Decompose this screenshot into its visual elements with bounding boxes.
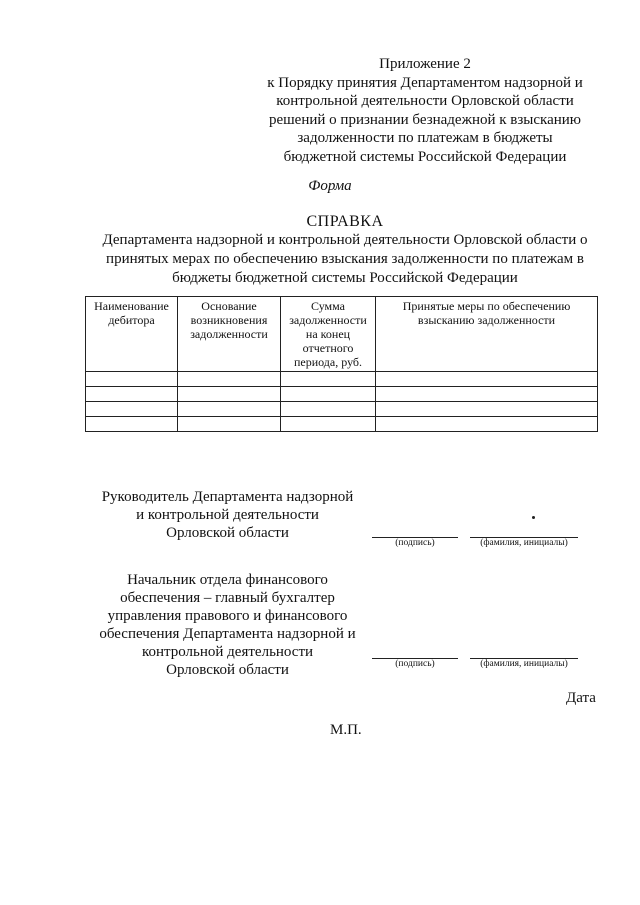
table-cell[interactable] — [281, 417, 376, 432]
header-measures-taken: Принятые меры по обеспечению взысканию задолженности — [376, 297, 598, 372]
form-label: Форма — [308, 178, 352, 194]
table-row — [86, 372, 598, 387]
appendix-header — [250, 55, 600, 166]
document-title: СПРАВКА — [306, 213, 384, 230]
table-cell[interactable] — [178, 387, 281, 402]
appendix-line: задолженности по платежам в бюджеты — [297, 130, 553, 146]
document-subtitle — [80, 231, 610, 288]
accountant-name-caption: (фамилия, инициалы) — [480, 659, 568, 669]
subtitle-line: Департамента надзорной и контрольной деятельности Орловской области о — [102, 232, 588, 248]
stamp-label: М.П. — [330, 722, 362, 738]
debt-measures-table — [85, 296, 598, 432]
table-cell[interactable] — [376, 402, 598, 417]
appendix-line: решений о признании безнадежной к взысканию — [268, 111, 582, 128]
subtitle-line: принятых мерах по обеспечению взыскания задолженности по платежам в — [106, 251, 584, 267]
table-cell[interactable] — [281, 387, 376, 402]
table-cell[interactable] — [86, 417, 178, 432]
table-cell[interactable] — [86, 372, 178, 387]
table-cell[interactable] — [376, 372, 598, 387]
table-cell[interactable] — [376, 387, 598, 402]
table-row — [86, 387, 598, 402]
header-debt-basis: Основание возникновения задолженности — [178, 297, 281, 372]
subtitle-line: бюджеты бюджетной системы Российской Федерации — [172, 270, 518, 286]
table-cell[interactable] — [178, 417, 281, 432]
appendix-line: Приложение 2 — [379, 56, 471, 72]
appendix-line: контрольной деятельности Орловской области — [276, 93, 574, 109]
table-cell[interactable] — [281, 402, 376, 417]
head-signatory-title: Руководитель Департамента надзорной и контрольной деятельности Орловской области — [101, 489, 354, 541]
table-cell[interactable] — [86, 387, 178, 402]
table-row — [86, 417, 598, 432]
header-debt-amount: Сумма задолженности на конец отчетного периода, руб. — [281, 297, 376, 372]
table-cell[interactable] — [178, 372, 281, 387]
scan-mark — [532, 516, 535, 519]
appendix-line: бюджетной системы Российской Федерации — [283, 148, 567, 165]
accountant-signatory-title: Начальник отдела финансового обеспечения – главный бухгалтер управления правового и финансового обеспечения Департамента надзорной и контрольной деятельности Орловской области — [99, 572, 356, 678]
head-name-caption: (фамилия, инициалы) — [480, 538, 568, 548]
table-cell[interactable] — [281, 372, 376, 387]
appendix-line: к Порядку принятия Департаментом надзорной и — [267, 74, 583, 91]
table-cell[interactable] — [376, 417, 598, 432]
table-cell[interactable] — [86, 402, 178, 417]
header-debtor-name: Наименование дебитора — [86, 297, 178, 372]
accountant-signature-caption: (подпись) — [395, 659, 435, 669]
table-header-row — [86, 297, 598, 372]
table-cell[interactable] — [178, 402, 281, 417]
head-signature-caption: (подпись) — [395, 538, 435, 548]
date-label: Дата — [566, 690, 596, 706]
table-row — [86, 402, 598, 417]
